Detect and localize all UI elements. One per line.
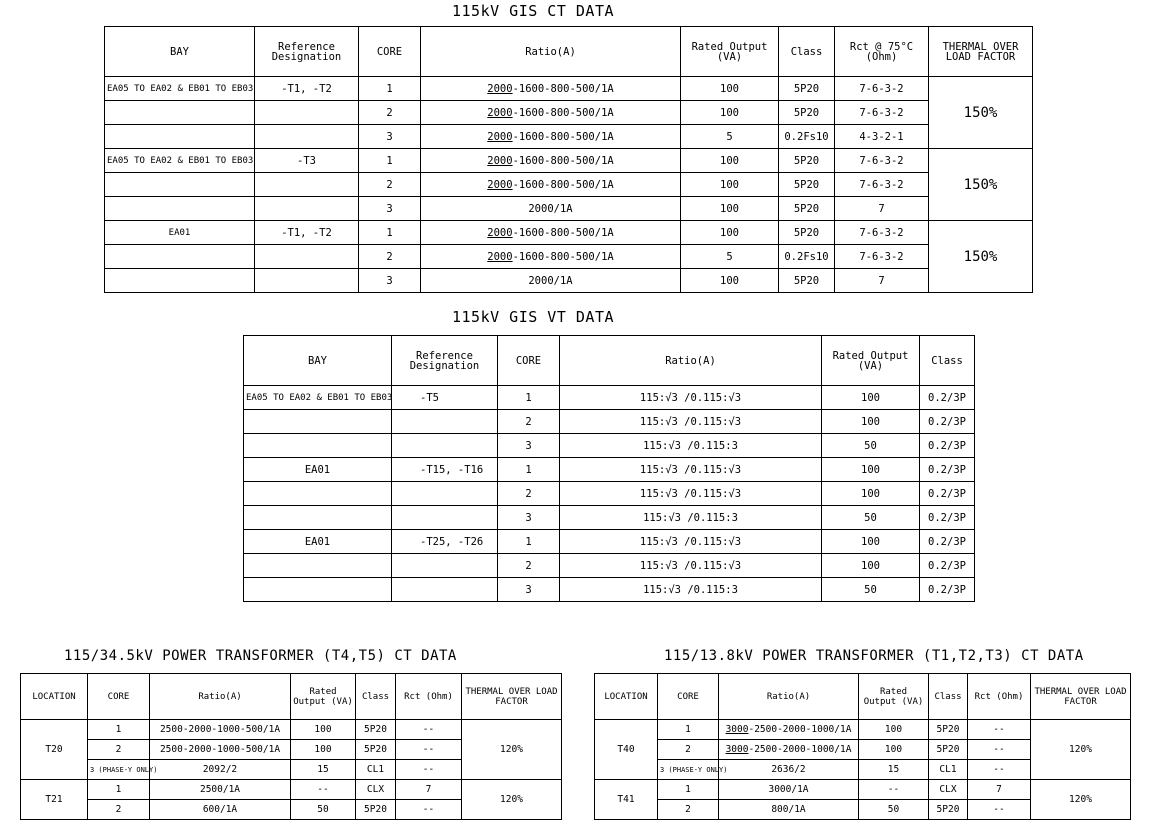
rct-cell: -- (968, 760, 1031, 780)
rct-cell: 7 (835, 197, 929, 221)
ratio-tap: 2000 (487, 178, 513, 191)
ratio-cell (421, 269, 681, 293)
ratio-rest: -1600-800-500/1A (512, 106, 614, 119)
core-cell: 1 (88, 720, 150, 740)
bay-cell: EA01 (244, 530, 392, 554)
bay-cell (244, 410, 392, 434)
ratio-rest: -1600-800-500/1A (512, 226, 614, 239)
ratio-cell: 115:√3 /0.115:√3 (560, 386, 822, 410)
ratio-cell (421, 245, 681, 269)
vt-header-reference: Reference Designation (392, 336, 498, 386)
core-cell: 3 (359, 125, 421, 149)
class-cell: 5P20 (929, 800, 968, 820)
ratio-tap: 3000 (725, 724, 749, 735)
rct-cell: -- (396, 800, 462, 820)
ratio-cell: 115:√3 /0.115:√3 (560, 458, 822, 482)
bay-cell: EA05 TO EA02 & EB01 TO EB03 (105, 149, 255, 173)
table-row (244, 578, 975, 602)
ratio-rest: -2500-2000-1000/1A (748, 744, 852, 755)
output-cell: 100 (822, 482, 920, 506)
output-cell: 100 (859, 720, 929, 740)
ratio-cell: 115:√3 /0.115:√3 (560, 410, 822, 434)
reference-cell: -T15, -T16 (392, 458, 498, 482)
output-cell: 100 (681, 221, 779, 245)
reference-cell (392, 506, 498, 530)
class-cell: 5P20 (929, 720, 968, 740)
ratio-cell: 115:√3 /0.115:3 (560, 578, 822, 602)
class-cell: 0.2/3P (920, 386, 975, 410)
table-row (244, 458, 975, 482)
pt-left-header-class: Class (356, 674, 396, 720)
ratio-cell (719, 760, 859, 780)
core-cell: 2 (88, 800, 150, 820)
ratio-cell (719, 740, 859, 760)
ratio-cell (719, 720, 859, 740)
rct-cell: 7-6-3-2 (835, 149, 929, 173)
ratio-cell (719, 780, 859, 800)
ratio-rest: 600/1A (202, 804, 238, 815)
pt-right-header-rated-output: Rated Output (VA) (859, 674, 929, 720)
vt-data-table (243, 335, 975, 602)
class-cell: 0.2/3P (920, 506, 975, 530)
bay-cell (105, 197, 255, 221)
ratio-cell (150, 800, 291, 820)
core-cell: 1 (498, 530, 560, 554)
bay-cell (105, 173, 255, 197)
ratio-cell: 115:√3 /0.115:√3 (560, 554, 822, 578)
pt-left-header-thermal-factor: THERMAL OVER LOAD FACTOR (462, 674, 562, 720)
rct-cell: 7-6-3-2 (835, 173, 929, 197)
core-cell: 2 (498, 410, 560, 434)
output-cell: 100 (681, 77, 779, 101)
reference-cell (255, 173, 359, 197)
ratio-rest: 2636/2 (771, 764, 806, 775)
ratio-rest: -1600-800-500/1A (512, 178, 614, 191)
pt-right-header-core: CORE (658, 674, 719, 720)
vt-header-rated-output: Rated Output (VA) (822, 336, 920, 386)
pt-right-table (594, 673, 1131, 820)
class-cell: 0.2/3P (920, 530, 975, 554)
ct-header-reference: Reference Designation (255, 27, 359, 77)
output-cell: 15 (859, 760, 929, 780)
reference-cell: -T3 (255, 149, 359, 173)
class-cell: 0.2/3P (920, 554, 975, 578)
rct-cell: 7 (396, 780, 462, 800)
rct-cell: -- (396, 740, 462, 760)
table-row (244, 434, 975, 458)
pt-left-header-location: LOCATION (21, 674, 88, 720)
table-row (244, 506, 975, 530)
core-cell: 1 (359, 77, 421, 101)
ct-data-table (104, 26, 1033, 293)
class-cell: 5P20 (779, 77, 835, 101)
output-cell: 100 (822, 554, 920, 578)
vt-table-title: 115kV GIS VT DATA (452, 308, 615, 326)
core-cell: 2 (359, 245, 421, 269)
ct-table-title: 115kV GIS CT DATA (452, 2, 615, 20)
ratio-cell (421, 125, 681, 149)
pt-left-header-ratio: Ratio(A) (150, 674, 291, 720)
pt-left-title: 115/34.5kV POWER TRANSFORMER (T4,T5) CT DATA (64, 648, 457, 664)
reference-cell: -T1, -T2 (255, 221, 359, 245)
table-row (244, 386, 975, 410)
ratio-cell (421, 77, 681, 101)
bay-cell (105, 269, 255, 293)
bay-cell (244, 554, 392, 578)
core-cell: 3 (498, 506, 560, 530)
bay-cell (244, 506, 392, 530)
bay-cell (244, 434, 392, 458)
location-cell: T21 (21, 780, 88, 820)
core-cell: 2 (498, 482, 560, 506)
bay-cell (105, 101, 255, 125)
table-row (21, 720, 562, 740)
core-cell: 2 (658, 740, 719, 760)
pt-right-header-class: Class (929, 674, 968, 720)
bay-cell (244, 482, 392, 506)
rct-cell: 7 (835, 269, 929, 293)
class-cell: 5P20 (356, 720, 396, 740)
class-cell: 5P20 (356, 740, 396, 760)
table-row (105, 221, 1033, 245)
ratio-tap: 2000 (487, 154, 513, 167)
core-cell: 3 (359, 197, 421, 221)
rct-cell: -- (968, 720, 1031, 740)
bay-cell (105, 125, 255, 149)
output-cell: 100 (291, 720, 356, 740)
output-cell: 15 (291, 760, 356, 780)
reference-cell (392, 410, 498, 434)
pt-left-header-rct: Rct (Ohm) (396, 674, 462, 720)
class-cell: CLX (929, 780, 968, 800)
output-cell: 100 (681, 173, 779, 197)
ratio-cell (150, 720, 291, 740)
thermal-factor-cell: 120% (462, 720, 562, 780)
ratio-cell: 115:√3 /0.115:√3 (560, 482, 822, 506)
ratio-rest: 3000/1A (768, 784, 809, 795)
reference-cell: -T25, -T26 (392, 530, 498, 554)
output-cell: 100 (681, 101, 779, 125)
ct-header-core: CORE (359, 27, 421, 77)
ratio-tap: 2000 (487, 250, 513, 263)
thermal-factor-cell: 150% (929, 149, 1033, 221)
ratio-rest: -1600-800-500/1A (512, 82, 614, 95)
ratio-cell (150, 740, 291, 760)
output-cell: 50 (822, 506, 920, 530)
class-cell: 5P20 (779, 221, 835, 245)
location-cell: T20 (21, 720, 88, 780)
class-cell: 5P20 (779, 269, 835, 293)
pt-right-header-ratio: Ratio(A) (719, 674, 859, 720)
ratio-tap: 3000 (725, 744, 749, 755)
reference-cell (255, 101, 359, 125)
table-row (595, 720, 1131, 740)
ratio-rest: 2000/1A (528, 202, 573, 215)
ct-header-thermal-factor: THERMAL OVER LOAD FACTOR (929, 27, 1033, 77)
table-row (105, 149, 1033, 173)
ratio-rest: -1600-800-500/1A (512, 130, 614, 143)
ratio-cell (421, 173, 681, 197)
rct-cell: 7-6-3-2 (835, 101, 929, 125)
core-cell: 1 (359, 221, 421, 245)
ratio-rest: 2500-2000-1000-500/1A (159, 724, 281, 735)
reference-cell (392, 482, 498, 506)
class-cell: 5P20 (779, 101, 835, 125)
table-row (105, 173, 1033, 197)
reference-cell (392, 434, 498, 458)
bay-cell: EA05 TO EA02 & EB01 TO EB03 (105, 77, 255, 101)
reference-cell: -T1, -T2 (255, 77, 359, 101)
rct-cell: 7-6-3-2 (835, 77, 929, 101)
output-cell: 100 (822, 386, 920, 410)
output-cell: 100 (681, 149, 779, 173)
output-cell: 5 (681, 125, 779, 149)
core-cell: 1 (88, 780, 150, 800)
class-cell: 0.2Fs10 (779, 245, 835, 269)
reference-cell (255, 245, 359, 269)
reference-cell (255, 125, 359, 149)
reference-cell (392, 554, 498, 578)
table-row (21, 780, 562, 800)
ratio-tap: 2000 (487, 130, 513, 143)
pt-left-header-rated-output: Rated Output (VA) (291, 674, 356, 720)
bay-cell (244, 578, 392, 602)
table-row (105, 125, 1033, 149)
class-cell: CLX (356, 780, 396, 800)
ratio-rest: -1600-800-500/1A (512, 154, 614, 167)
output-cell: 100 (681, 197, 779, 221)
ratio-cell (150, 780, 291, 800)
ratio-rest: -2500-2000-1000/1A (748, 724, 852, 735)
ratio-tap: 2000 (487, 82, 513, 95)
table-row (244, 410, 975, 434)
ratio-cell (150, 760, 291, 780)
ct-header-bay: BAY (105, 27, 255, 77)
core-cell: 1 (658, 720, 719, 740)
ct-header-class: Class (779, 27, 835, 77)
ratio-tap: 2000 (487, 226, 513, 239)
reference-cell (255, 197, 359, 221)
class-cell: 0.2/3P (920, 482, 975, 506)
output-cell: 50 (822, 434, 920, 458)
table-row (244, 482, 975, 506)
ratio-cell: 115:√3 /0.115:3 (560, 506, 822, 530)
ratio-cell: 115:√3 /0.115:3 (560, 434, 822, 458)
output-cell: -- (291, 780, 356, 800)
table-row (105, 101, 1033, 125)
rct-cell: -- (396, 720, 462, 740)
vt-header-bay: BAY (244, 336, 392, 386)
output-cell: 5 (681, 245, 779, 269)
core-cell: 3 (PHASE-Y ONLY) (88, 760, 150, 780)
ratio-rest: 2500-2000-1000-500/1A (159, 744, 281, 755)
rct-cell: -- (968, 740, 1031, 760)
ratio-cell (421, 197, 681, 221)
thermal-factor-cell: 120% (1031, 780, 1131, 820)
core-cell: 1 (359, 149, 421, 173)
vt-header-core: CORE (498, 336, 560, 386)
class-cell: 5P20 (929, 740, 968, 760)
ratio-rest: 2500/1A (199, 784, 241, 795)
output-cell: 100 (822, 530, 920, 554)
class-cell: 5P20 (779, 149, 835, 173)
rct-cell: 7-6-3-2 (835, 245, 929, 269)
class-cell: 5P20 (779, 173, 835, 197)
class-cell: 0.2/3P (920, 410, 975, 434)
ratio-rest: 2092/2 (202, 764, 238, 775)
thermal-factor-cell: 120% (462, 780, 562, 820)
output-cell: 100 (822, 458, 920, 482)
output-cell: 100 (822, 410, 920, 434)
output-cell: -- (859, 780, 929, 800)
core-cell: 2 (88, 740, 150, 760)
output-cell: 100 (681, 269, 779, 293)
location-cell: T40 (595, 720, 658, 780)
pt-right-header-rct: Rct (Ohm) (968, 674, 1031, 720)
class-cell: 0.2/3P (920, 434, 975, 458)
ct-header-ratio: Ratio(A) (421, 27, 681, 77)
output-cell: 100 (291, 740, 356, 760)
ratio-cell: 115:√3 /0.115:√3 (560, 530, 822, 554)
core-cell: 2 (359, 173, 421, 197)
output-cell: 50 (822, 578, 920, 602)
ratio-cell (421, 101, 681, 125)
table-row (595, 780, 1131, 800)
core-cell: 3 (498, 578, 560, 602)
thermal-factor-cell: 150% (929, 77, 1033, 149)
pt-left-table (20, 673, 562, 820)
vt-header-class: Class (920, 336, 975, 386)
ratio-rest: 800/1A (771, 804, 806, 815)
table-row (105, 77, 1033, 101)
table-row (244, 554, 975, 578)
class-cell: 5P20 (779, 197, 835, 221)
ratio-rest: 2000/1A (528, 274, 573, 287)
bay-cell: EA01 (244, 458, 392, 482)
core-cell: 1 (498, 458, 560, 482)
table-row (105, 269, 1033, 293)
thermal-factor-cell: 150% (929, 221, 1033, 293)
core-cell: 2 (498, 554, 560, 578)
table-row (105, 245, 1033, 269)
ratio-cell (421, 221, 681, 245)
class-cell: 0.2Fs10 (779, 125, 835, 149)
reference-cell: -T5 (392, 386, 498, 410)
table-row (244, 530, 975, 554)
ratio-rest: -1600-800-500/1A (512, 250, 614, 263)
vt-header-ratio: Ratio(A) (560, 336, 822, 386)
output-cell: 100 (859, 740, 929, 760)
output-cell: 50 (859, 800, 929, 820)
ct-header-rated-output: Rated Output (VA) (681, 27, 779, 77)
thermal-factor-cell: 120% (1031, 720, 1131, 780)
rct-cell: 7 (968, 780, 1031, 800)
pt-right-header-thermal-factor: THERMAL OVER LOAD FACTOR (1031, 674, 1131, 720)
core-cell: 2 (359, 101, 421, 125)
core-cell: 1 (658, 780, 719, 800)
core-cell: 3 (359, 269, 421, 293)
bay-cell: EA05 TO EA02 & EB01 TO EB03 (244, 386, 392, 410)
pt-right-title: 115/13.8kV POWER TRANSFORMER (T1,T2,T3) CT DATA (664, 648, 1084, 664)
output-cell: 50 (291, 800, 356, 820)
location-cell: T41 (595, 780, 658, 820)
class-cell: 0.2/3P (920, 458, 975, 482)
rct-cell: 7-6-3-2 (835, 221, 929, 245)
ratio-cell (421, 149, 681, 173)
class-cell: CL1 (929, 760, 968, 780)
class-cell: 5P20 (356, 800, 396, 820)
bay-cell (105, 245, 255, 269)
pt-right-header-location: LOCATION (595, 674, 658, 720)
ratio-tap: 2000 (487, 106, 513, 119)
core-cell: 1 (498, 386, 560, 410)
core-cell: 2 (658, 800, 719, 820)
rct-cell: -- (396, 760, 462, 780)
core-cell: 3 (498, 434, 560, 458)
pt-left-header-core: CORE (88, 674, 150, 720)
table-row (105, 197, 1033, 221)
rct-cell: 4-3-2-1 (835, 125, 929, 149)
reference-cell (255, 269, 359, 293)
class-cell: 0.2/3P (920, 578, 975, 602)
core-cell: 3 (PHASE-Y ONLY) (658, 760, 719, 780)
rct-cell: -- (968, 800, 1031, 820)
class-cell: CL1 (356, 760, 396, 780)
reference-cell (392, 578, 498, 602)
ratio-cell (719, 800, 859, 820)
bay-cell: EA01 (105, 221, 255, 245)
ct-header-rct: Rct @ 75°C (Ohm) (835, 27, 929, 77)
